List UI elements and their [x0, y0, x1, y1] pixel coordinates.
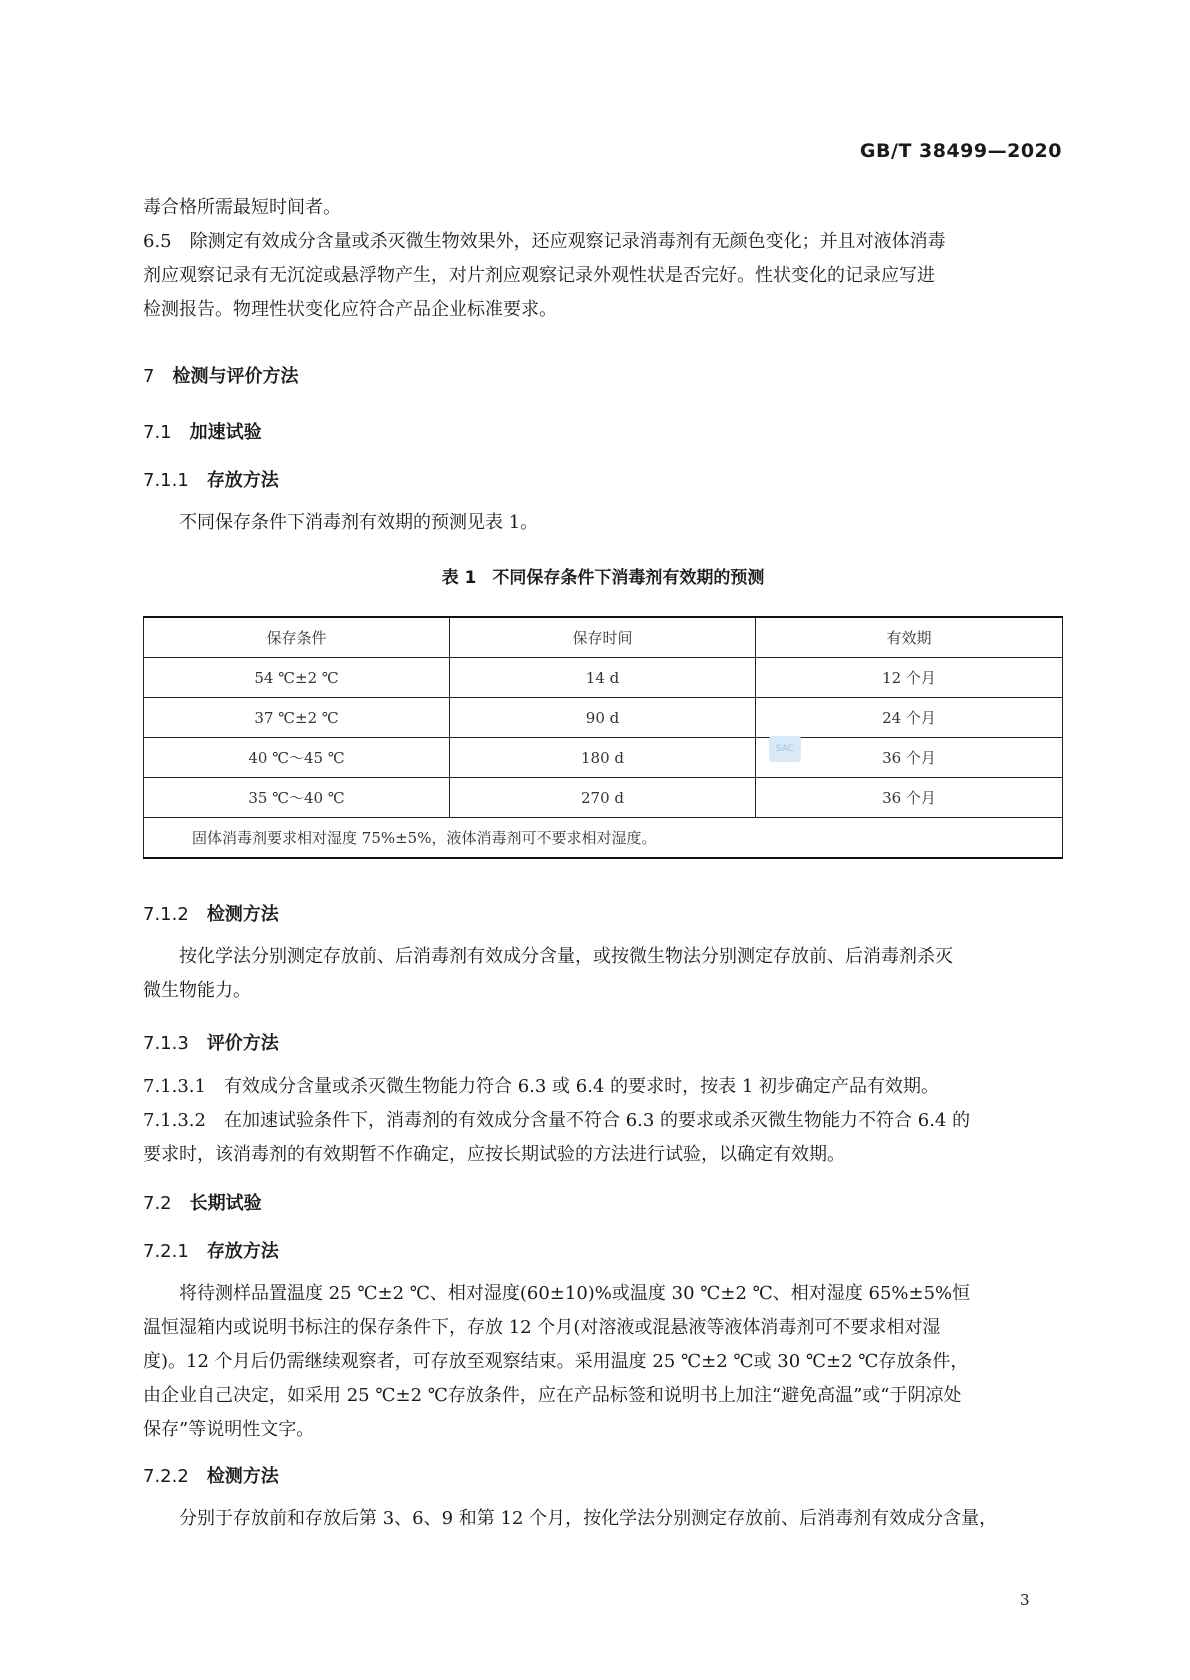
table-cell: 54 ℃±2 ℃: [144, 658, 450, 698]
table-cell: 180 d: [450, 738, 756, 778]
section-number: 7.2: [143, 1193, 172, 1214]
table-cell: 12 个月: [756, 658, 1063, 698]
table-cell: 24 个月: [756, 698, 1063, 738]
paragraph-line: 剂应观察记录有无沉淀或悬浮物产生，对片剂应观察记录外观性状是否完好。性状变化的记录应写进: [143, 265, 935, 286]
section-7-1-2-text: [143, 940, 1063, 1008]
table-header-row: [144, 617, 1063, 658]
section-7-2-2-heading: [143, 1462, 279, 1488]
paragraph-line: 微生物能力。: [143, 980, 251, 1001]
section-number: 7: [143, 366, 155, 387]
paragraph-line: 将待测样品置温度 25 ℃±2 ℃、相对湿度(60±10)%或温度 30 ℃±2 ℃、相对湿度 65%±5%恒: [179, 1283, 971, 1304]
table-header-cell: 保存时间: [450, 617, 756, 658]
table-header-cell: 有效期: [756, 617, 1063, 658]
section-7-heading: [143, 362, 298, 388]
paragraph-line: 温恒湿箱内或说明书标注的保存条件下，存放 12 个月(对溶液或混悬液等液体消毒剂可不要求相对湿: [143, 1317, 941, 1338]
sac-watermark: SAC: [769, 736, 801, 762]
paragraph-line: 分别于存放前和存放后第 3、6、9 和第 12 个月，按化学法分别测定存放前、后消毒剂有效成分含量，: [179, 1508, 998, 1529]
page-number: 3: [1020, 1591, 1030, 1609]
table-cell: 40 ℃～45 ℃: [144, 738, 450, 778]
section-title: 加速试验: [189, 422, 262, 443]
table-row: [144, 658, 1063, 698]
table-title: 不同保存条件下消毒剂有效期的预测: [492, 568, 765, 588]
section-7-1-2-heading: [143, 900, 279, 926]
table-caption: [143, 563, 1063, 588]
section-number: 7.1.3: [143, 1033, 189, 1054]
table-row: [144, 738, 1063, 778]
section-7-2-2-text: [143, 1502, 1063, 1536]
section-7-1-1-text: [143, 506, 1063, 540]
paragraph-line: 7.1.3.2 在加速试验条件下，消毒剂的有效成分含量不符合 6.3 的要求或杀灭微生物能力不符合 6.4 的: [143, 1110, 971, 1131]
section-7-1-heading: [143, 418, 262, 444]
section-number: 7.2.1: [143, 1241, 189, 1262]
section-title: 检测与评价方法: [172, 366, 299, 387]
section-title: 存放方法: [206, 1241, 279, 1262]
table-cell: 35 ℃～40 ℃: [144, 778, 450, 818]
paragraph-line: 由企业自己决定，如采用 25 ℃±2 ℃存放条件，应在产品标签和说明书上加注“避免高温”或“于阴凉处: [143, 1385, 962, 1406]
section-7-2-1-heading: [143, 1237, 279, 1263]
section-title: 存放方法: [206, 470, 279, 491]
table-row: [144, 698, 1063, 738]
table-note: 固体消毒剂要求相对湿度 75%±5%，液体消毒剂可不要求相对湿度。: [144, 818, 1063, 859]
paragraph-continuation: 毒合格所需最短时间者。: [143, 197, 341, 218]
paragraph: 不同保存条件下消毒剂有效期的预测见表 1。: [179, 512, 539, 533]
section-title: 检测方法: [206, 1466, 279, 1487]
table-cell: 14 d: [450, 658, 756, 698]
table-cell: 36 个月: [756, 778, 1063, 818]
table-cell: 270 d: [450, 778, 756, 818]
section-title: 检测方法: [206, 904, 279, 925]
table-header-cell: 保存条件: [144, 617, 450, 658]
section-7-1-3-text: [143, 1070, 1063, 1172]
section-number: 7.1: [143, 422, 172, 443]
standard-code: GB/T 38499—2020: [859, 140, 1062, 162]
table-cell: 36 个月: [756, 738, 1063, 778]
section-number: 7.1.1: [143, 470, 189, 491]
table-note-row: [144, 818, 1063, 859]
section-7-2-heading: [143, 1189, 262, 1215]
paragraph-line: 6.5 除测定有效成分含量或杀灭微生物效果外，还应观察记录消毒剂有无颜色变化；并且对液体消毒: [143, 231, 946, 252]
section-6-5: [143, 191, 1063, 327]
section-title: 评价方法: [206, 1033, 279, 1054]
paragraph-line: 7.1.3.1 有效成分含量或杀灭微生物能力符合 6.3 或 6.4 的要求时，按表 1 初步确定产品有效期。: [143, 1076, 940, 1097]
table-1: [143, 616, 1063, 859]
paragraph-line: 按化学法分别测定存放前、后消毒剂有效成分含量，或按微生物法分别测定存放前、后消毒剂杀灭: [179, 946, 953, 967]
section-number: 7.2.2: [143, 1466, 189, 1487]
paragraph-line: 保存”等说明性文字。: [143, 1419, 315, 1440]
paragraph-line: 度)。12 个月后仍需继续观察者，可存放至观察结束。采用温度 25 ℃±2 ℃或 30 ℃±2 ℃存放条件，: [143, 1351, 969, 1372]
table-cell: 90 d: [450, 698, 756, 738]
table-row: [144, 778, 1063, 818]
table-cell: 37 ℃±2 ℃: [144, 698, 450, 738]
paragraph-line: 检测报告。物理性状变化应符合产品企业标准要求。: [143, 299, 557, 320]
paragraph-line: 要求时，该消毒剂的有效期暂不作确定，应按长期试验的方法进行试验，以确定有效期。: [143, 1144, 845, 1165]
section-7-1-3-heading: [143, 1029, 279, 1055]
section-7-2-1-text: [143, 1277, 1063, 1447]
section-title: 长期试验: [189, 1193, 262, 1214]
section-number: 7.1.2: [143, 904, 189, 925]
section-7-1-1-heading: [143, 466, 279, 492]
table-label: 表 1: [441, 568, 477, 588]
